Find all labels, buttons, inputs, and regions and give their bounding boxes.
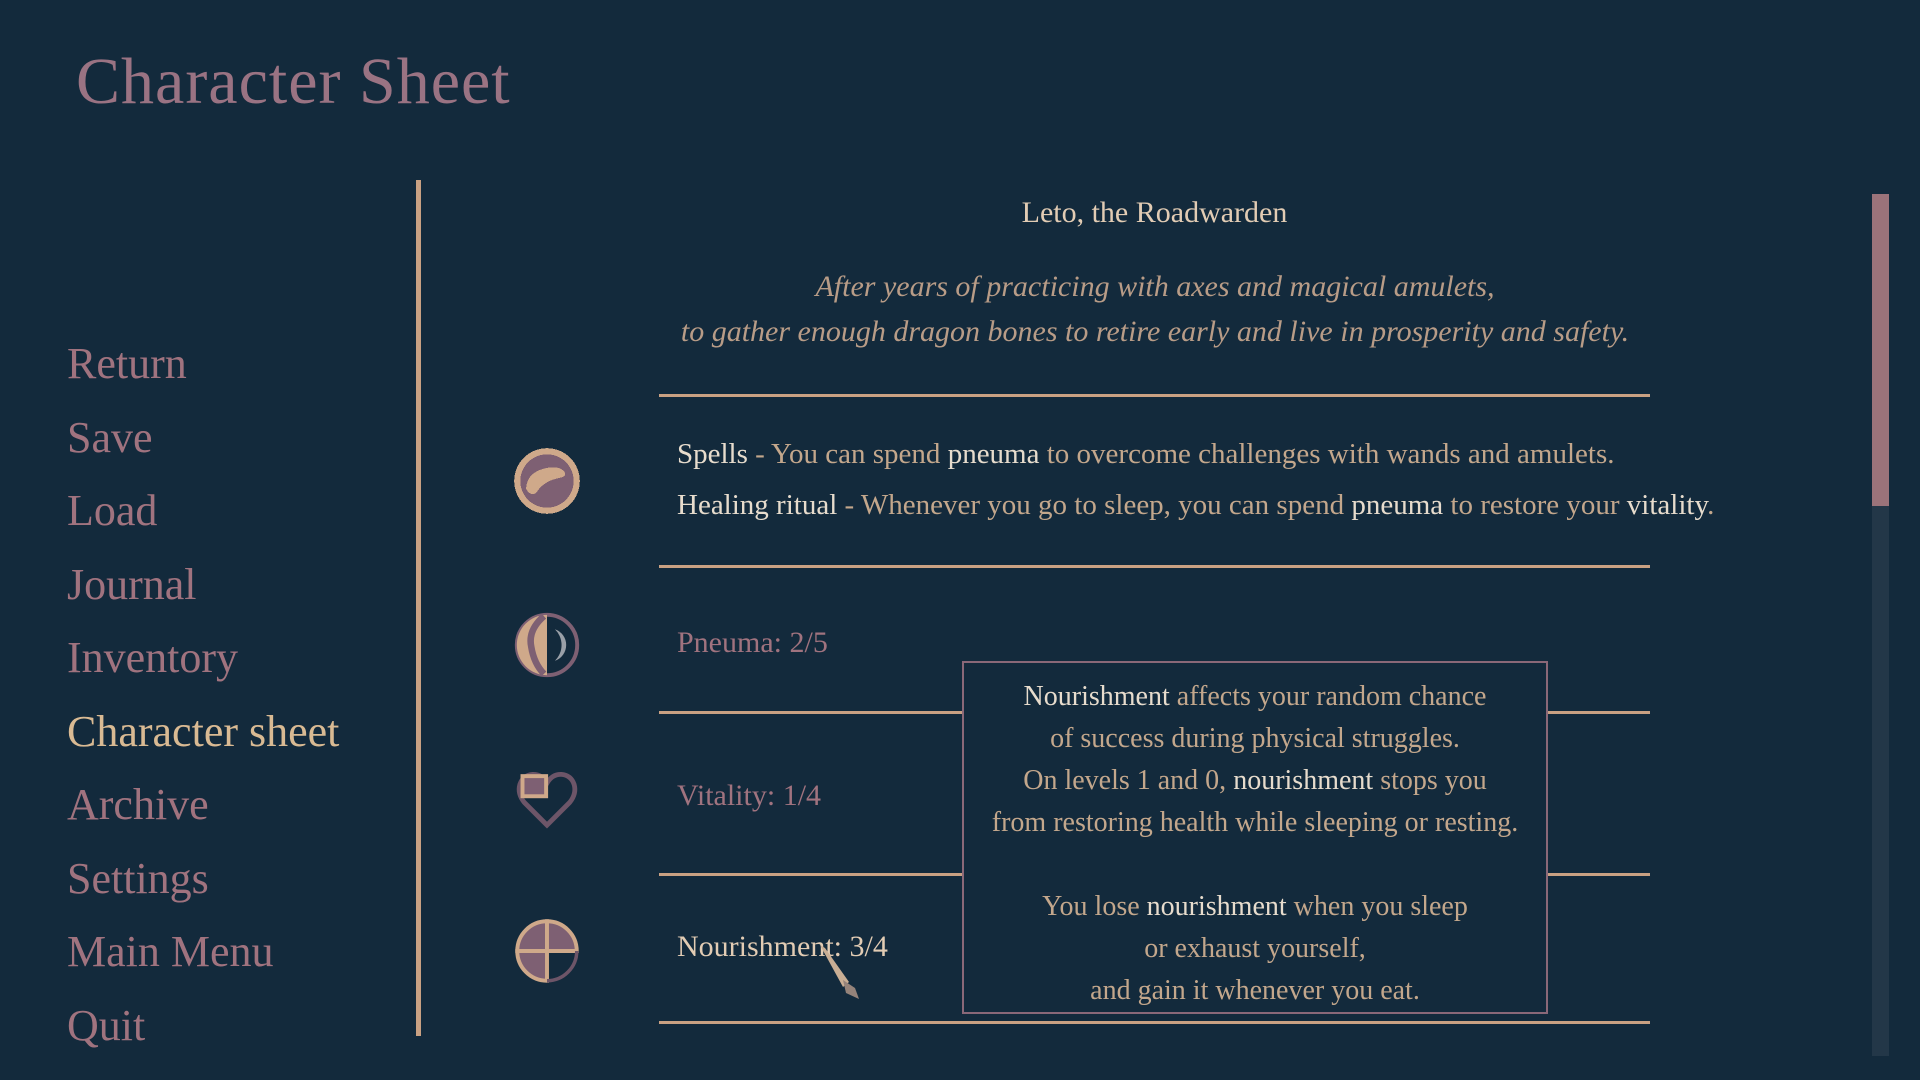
text: On levels 1 and 0, [1023,765,1234,796]
sidebar-item-main-menu[interactable]: Main Menu [67,927,274,976]
stat-vitality[interactable]: Vitality: 1/4 [677,779,822,812]
sidebar-divider [416,180,421,1036]
sidebar-item-settings[interactable]: Settings [67,853,209,903]
amulet-swirl-icon [512,446,582,516]
wand-cursor-icon [816,944,864,1005]
text: - You can spend [747,438,948,470]
ability-line-healing-ritual [677,489,1714,522]
sidebar-item-archive[interactable]: Archive [67,780,209,829]
page-title: Character Sheet [76,45,511,118]
tooltip-line: of success during physical struggles. [1050,723,1460,754]
scrollbar-thumb[interactable] [1872,194,1889,506]
text: stops you [1373,765,1487,796]
text: You lose [1042,891,1147,922]
tooltip-line [964,886,1546,928]
separator [659,1021,1650,1024]
keyword: pneuma [1351,489,1444,521]
keyword: Nourishment [1023,681,1170,712]
sidebar-item-quit[interactable]: Quit [67,1000,146,1050]
tooltip-line: from restoring health while sleeping or resting. [991,807,1519,838]
sidebar-item-inventory[interactable]: Inventory [67,633,239,682]
moon-crescent-icon [512,610,582,680]
tooltip-line: or exhaust yourself, [1144,933,1366,964]
separator [659,394,1650,397]
text: - Whenever you go to sleep, you can spend [837,489,1352,521]
sidebar-item-character-sheet[interactable]: Character sheet [67,706,340,756]
nourishment-tooltip [962,661,1548,1014]
scrollbar-track[interactable] [1872,194,1889,1056]
pie-quarters-icon [512,916,582,986]
tooltip-line [964,760,1546,802]
keyword: nourishment [1146,891,1287,922]
tooltip-line: and gain it whenever you eat. [1090,975,1420,1006]
sidebar-item-save[interactable]: Save [67,412,153,462]
sidebar-menu [67,327,339,1062]
sidebar-item-return[interactable]: Return [67,339,187,388]
character-bio-line-2: to gather enough dragon bones to retire early and live in prosperity and safety. [680,315,1630,348]
tooltip-spacer [964,844,1546,886]
keyword: vitality [1626,489,1708,521]
stat-pneuma[interactable]: Pneuma: 2/5 [677,626,828,659]
sidebar-item-journal[interactable]: Journal [67,559,197,609]
text: affects your random chance [1169,681,1487,712]
keyword: nourishment [1233,765,1374,796]
keyword: pneuma [947,438,1040,470]
ability-line-spells [677,438,1615,471]
heart-icon [512,763,582,833]
tooltip-line [964,676,1546,718]
keyword: Spells [677,438,748,470]
keyword: Healing ritual [677,489,838,521]
separator [659,565,1650,568]
text: when you sleep [1286,891,1468,922]
text: to overcome challenges with wands and amulets. [1039,438,1615,470]
text: to restore your [1443,489,1627,521]
text: . [1707,489,1715,521]
character-name: Leto, the Roadwarden [1021,196,1288,229]
stat-nourishment[interactable]: Nourishment: 3/4 [677,930,888,963]
character-bio-line-1: After years of practicing with axes and magical amulets, [815,270,1495,303]
sidebar-item-load[interactable]: Load [67,486,158,535]
